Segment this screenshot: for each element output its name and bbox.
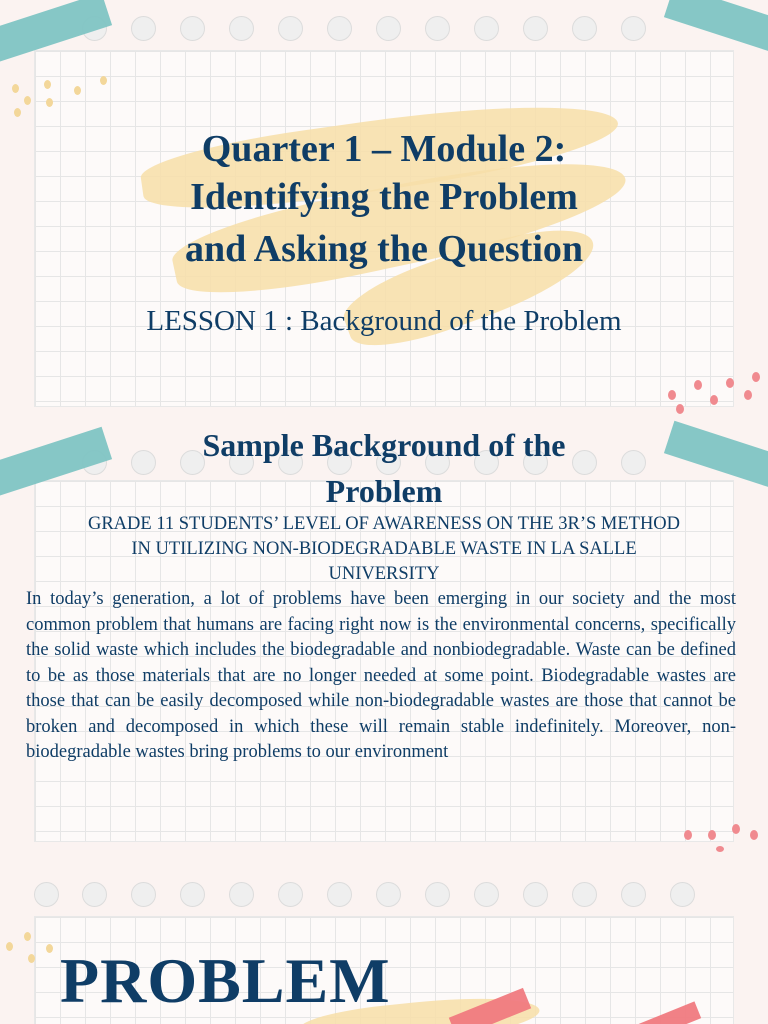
- background-paragraph: In today’s generation, a lot of problems have been emerging in our society and the most common problem that humans are facing right now is the environmental concerns, specifically the solid waste which includes the biodegradable and nonbiodegradable. Waste can be defined to be as those materials that are no longer needed at some point. Biodegradable wastes are those that can be easily decomposed while non-biodegradable wastes are those that cannot be broken and decomposed in which these will remain stable indefinitely. Moreover, non-biodegradable wastes bring problems to our environment: [26, 589, 736, 762]
- problem-heading: PROBLEM: [60, 945, 391, 1016]
- binder-holes: [0, 16, 768, 44]
- module-title-line-1: Quarter 1 – Module 2:: [201, 128, 567, 170]
- study-title-line-2: IN UTILIZING NON-BIODEGRADABLE WASTE IN LA SALLE: [131, 539, 637, 559]
- binder-holes: [0, 882, 768, 910]
- lesson-title: LESSON 1 : Background of the Problem: [146, 305, 622, 337]
- sample-heading-line-2: Problem: [325, 473, 443, 509]
- module-title-line-3: and Asking the Question: [184, 228, 584, 270]
- study-title-line-1: GRADE 11 STUDENTS’ LEVEL OF AWARENESS ON THE 3R’S METHOD: [87, 514, 681, 534]
- study-title-line-3: UNIVERSITY: [328, 564, 440, 584]
- slide-2: [0, 420, 768, 852]
- slide-1: [0, 0, 768, 420]
- sample-heading-line-1: Sample Background of the: [202, 427, 566, 463]
- module-title-line-2: Identifying the Problem: [190, 176, 578, 218]
